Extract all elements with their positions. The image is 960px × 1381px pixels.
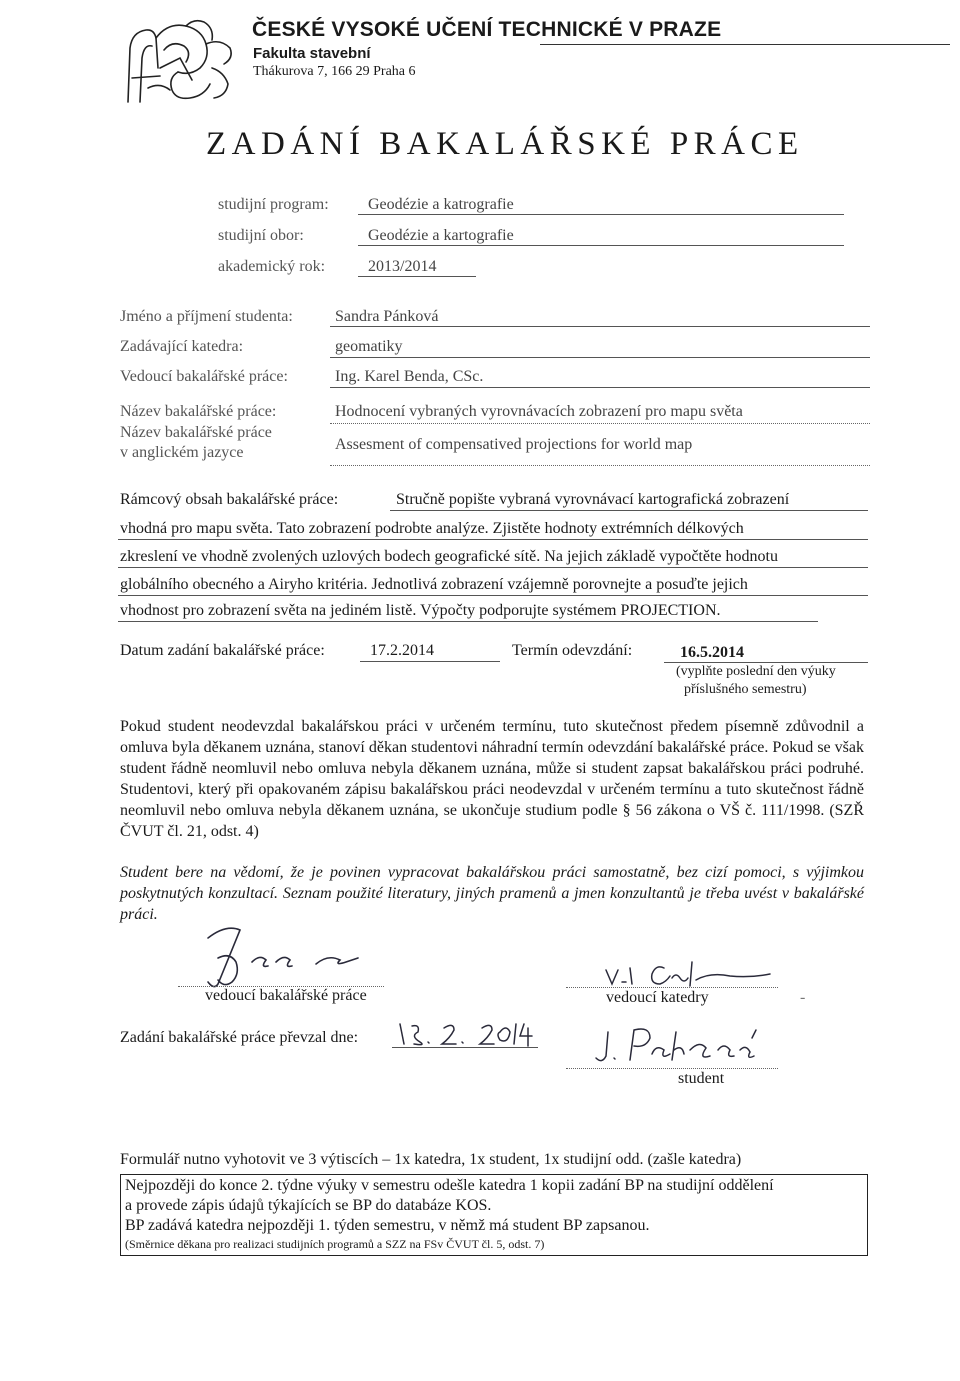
footer-box-line-4: (Směrnice děkana pro realizaci studijních programů a SZZ na FSv ČVUT čl. 5, odst. 7): [125, 1237, 545, 1251]
footer-box-line-3: BP zadává katedra nejpozději 1. týden semestru, v němž má student BP zapsanou.: [125, 1217, 650, 1234]
faculty-address: Thákurova 7, 166 29 Praha 6: [253, 64, 416, 79]
year-underline: [358, 276, 476, 277]
thesis-title-en-label-1: Název bakalářské práce: [120, 424, 272, 441]
thesis-title-en-value: Assesment of compensatived projections for world map: [335, 436, 693, 453]
content-line-5: vhodnost pro zobrazení světa na jediném listě. Výpočty podporujte systémem PROJECTION.: [120, 602, 721, 619]
year-value: 2013/2014: [368, 258, 437, 275]
header-rule: [540, 44, 950, 45]
deadline-underline: [664, 662, 868, 663]
thesis-title-underline: [330, 423, 870, 424]
assigned-date-label: Datum zadání bakalářské práce:: [120, 642, 325, 659]
supervisor-signature: [196, 918, 386, 990]
field-underline: [358, 245, 844, 246]
year-label: akademický rok:: [218, 258, 326, 275]
program-value: Geodézie a katrografie: [368, 196, 514, 213]
thesis-title-en-label-2: v anglickém jazyce: [120, 444, 244, 461]
supervisor-value: Ing. Karel Benda, CSc.: [335, 368, 484, 385]
assigned-date-underline: [360, 661, 500, 662]
department-head-caption: vedoucí katedry: [606, 989, 709, 1006]
field-value: Geodézie a kartografie: [368, 227, 514, 244]
supervisor-label: Vedoucí bakalářské práce:: [120, 368, 288, 385]
footer-box: [120, 1174, 868, 1256]
taken-date-label: Zadání bakalářské práce převzal dne:: [120, 1029, 359, 1046]
department-underline: [330, 357, 870, 358]
content-underline-2: [118, 539, 868, 540]
program-label: studijní program:: [218, 196, 329, 213]
program-underline: [358, 214, 844, 215]
deadline-note-1: (vyplňte poslední den výuky: [676, 664, 836, 679]
thesis-title-label: Název bakalářské práce:: [120, 403, 277, 420]
student-signature: [590, 1020, 770, 1068]
content-underline-1: [390, 510, 868, 511]
content-line-2: vhodná pro mapu světa. Tato zobrazení podrobte analýze. Zjistěte hodnoty extrémních délkových: [120, 520, 744, 537]
thesis-title-en-underline: [330, 465, 870, 466]
thesis-title-value: Hodnocení vybraných vyrovnávacích zobrazení pro mapu světa: [335, 403, 743, 420]
department-value: geomatiky: [335, 338, 403, 355]
taken-date-handwritten: [396, 1016, 536, 1050]
student-signature-line: [566, 1068, 778, 1069]
department-head-signature-line: [566, 987, 778, 988]
student-name-label: Jméno a příjmení studenta:: [120, 308, 293, 325]
footer-box-line-1: Nejpozději do konce 2. týdne výuky v semestru odešle katedra 1 kopii zadání BP na studijní oddělení: [125, 1177, 774, 1194]
student-notice: Student bere na vědomí, že je povinen vypracovat bakalářskou práci samostatně, bez cizí pomoci, s výjimkou poskytnutých konzultací. Seznam použité literatury, jiných pramenů a jmen konzultantů je třeba uvést v bakalářské práci.: [120, 864, 864, 923]
supervisor-underline: [330, 387, 870, 388]
department-label: Zadávající katedra:: [120, 338, 244, 355]
content-underline-3: [118, 567, 868, 568]
department-head-dash: -: [800, 989, 806, 1006]
content-line-4: globálního obecného a Airyho kritéria. Jednotlivá zobrazení vzájemně porovnejte a posuďte jejich: [120, 576, 748, 593]
field-label: studijní obor:: [218, 227, 304, 244]
university-logo: [120, 18, 238, 104]
taken-date-underline: [392, 1047, 538, 1048]
content-label: Rámcový obsah bakalářské práce:: [120, 491, 339, 508]
deadline-note-2: příslušného semestru): [684, 682, 807, 697]
content-line-3: zkreslení ve vhodně zvolených uzlových bodech geografické sítě. Na jejich základě vypočtěte hodnotu: [120, 548, 778, 565]
assigned-date-value: 17.2.2014: [370, 642, 434, 659]
university-name: ČESKÉ VYSOKÉ UČENÍ TECHNICKÉ V PRAZE: [252, 18, 722, 41]
content-underline-4: [118, 595, 868, 596]
deadline-value: 16.5.2014: [680, 644, 744, 661]
student-name-value: Sandra Pánková: [335, 308, 439, 325]
department-head-signature: [600, 954, 790, 994]
copies-line: Formulář nutno vyhotovit ve 3 výtiscích – 1x katedra, 1x student, 1x studijní odd. (zašle katedra): [120, 1151, 742, 1168]
content-underline-5: [118, 621, 818, 622]
content-line-1: Stručně popište vybraná vyrovnávací kartografická zobrazení: [396, 491, 790, 508]
student-caption: student: [678, 1070, 725, 1087]
footer-box-line-2: a provede zápis údajů týkajících se BP do databáze KOS.: [125, 1197, 492, 1214]
faculty-name: Fakulta stavební: [253, 45, 371, 62]
supervisor-signature-caption: vedoucí bakalářské práce: [205, 987, 367, 1004]
rules-paragraph: Pokud student neodevzdal bakalářskou práci v určeném termínu, tuto skutečnost předem písemně zdůvodnil a omluva byla děkanem uznána, stanoví děkan studentovi náhradní termín odevzdání bakalářské práce. Pokud se však student řádně neomluvil nebo omluva nebyla děkanem uznána, může si student zapsat bakalářskou práci podruhé. Studentovi, který při opakovaném zápisu bakalářskou práci neodevzdal v určeném termínu a tuto skutečnost řádně neomluvil nebo omluva nebyla děkanem uznána, se ukončuje studium podle § 56 zákona o VŠ č. 111/1998. (SZŘ ČVUT čl. 21, odst. 4): [120, 718, 864, 840]
student-name-underline: [330, 326, 870, 327]
document-title: ZADÁNÍ BAKALÁŘSKÉ PRÁCE: [206, 126, 804, 162]
deadline-label: Termín odevzdání:: [512, 642, 633, 659]
